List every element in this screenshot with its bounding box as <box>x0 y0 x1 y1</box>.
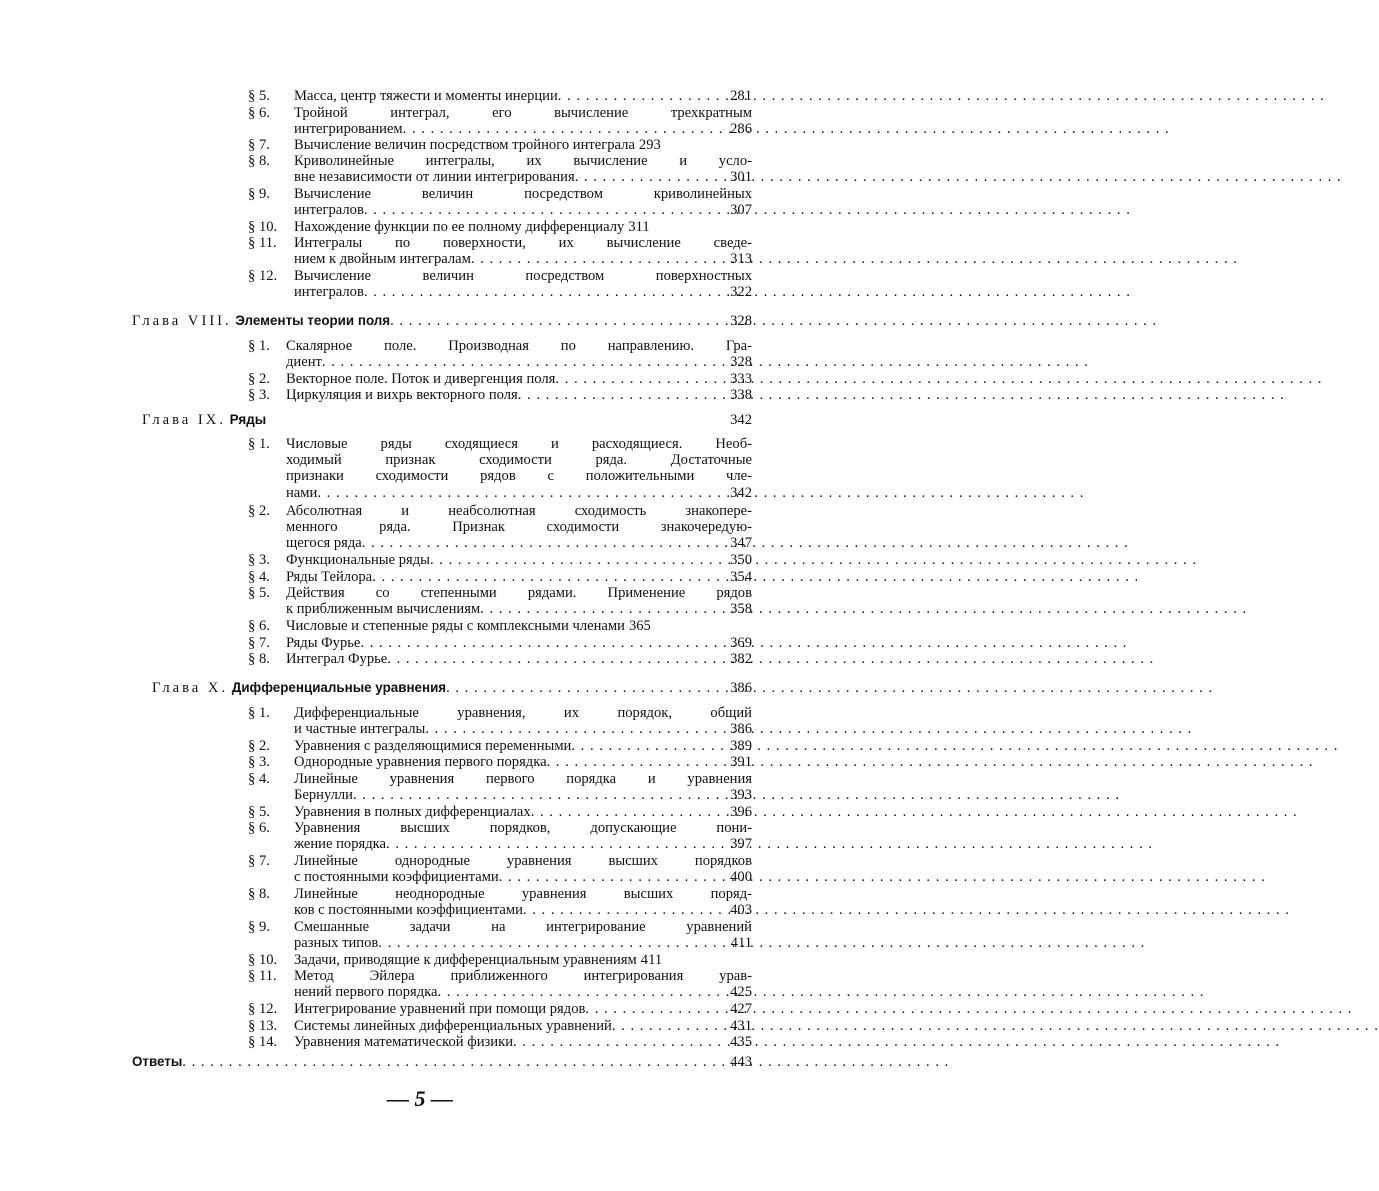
section-title: вне независимости от линии интегрирования <box>294 169 575 186</box>
section-title: с постоянными коэффициентами <box>294 869 499 886</box>
toc-entry <box>248 552 752 568</box>
section-title: Ряды Тейлора <box>286 569 373 585</box>
section-title: нием к двойным интегралам <box>294 251 471 268</box>
toc-entry <box>248 88 752 104</box>
section-title: интегралов <box>294 284 364 301</box>
leader-dots <box>513 1034 726 1050</box>
leader-dots <box>372 569 726 585</box>
toc-entry <box>248 635 752 651</box>
section-title: Криволинейные интегралы, их вычисление и усло- <box>294 153 752 169</box>
section-title: менного ряда. Признак сходимости знакочередую- <box>286 519 752 536</box>
section-title: Числовые ряды сходящиеся и расходящиеся. Необ- <box>286 436 752 452</box>
section-title: Вычисление величин посредством поверхностных <box>294 268 752 284</box>
toc-entry <box>248 503 752 552</box>
toc-entry <box>248 268 752 300</box>
page-ref: 411 <box>730 935 752 952</box>
section-title: интегралов <box>294 202 364 219</box>
page-ref: 301 <box>730 169 752 186</box>
chapter-lead: Глава VIII. <box>132 313 232 329</box>
section-title: Нахождение функции по ее полному дифференциалу <box>294 219 625 235</box>
section-number: § 10. <box>248 219 278 235</box>
section-number: § 8. <box>248 886 270 902</box>
section-title: Действия со степенными рядами. Применение рядов <box>286 585 752 601</box>
page-ref: 403 <box>730 902 752 919</box>
section-number: § 12. <box>248 1001 278 1017</box>
page-ref: 431 <box>730 1018 752 1034</box>
chapter-heading <box>152 679 752 697</box>
page-ref: 365 <box>628 618 651 634</box>
section-title: Вычисление величин посредством криволинейных <box>294 186 752 202</box>
toc-entry <box>248 235 752 267</box>
toc-entry <box>248 153 752 185</box>
section-title: диент <box>286 354 322 371</box>
page-ref: 350 <box>730 552 752 568</box>
toc-entry <box>248 1034 752 1050</box>
section-title: Интегралы по поверхности, их вычисление сведе- <box>294 235 752 251</box>
section-title: признаки сходимости рядов с положительными чле- <box>286 468 752 485</box>
leader-dots <box>360 635 726 651</box>
toc-entry <box>248 105 752 137</box>
section-number: § 4. <box>248 569 270 585</box>
section-number: § 8. <box>248 651 270 667</box>
leader-dots <box>438 984 727 1000</box>
page-ref: 347 <box>730 535 752 552</box>
page-ref: 400 <box>730 869 752 886</box>
page-ref: 389 <box>730 738 752 754</box>
section-number: § 6. <box>248 105 270 121</box>
toc-entry <box>248 585 752 617</box>
toc-entry <box>248 1001 752 1017</box>
leader-dots <box>555 371 726 387</box>
section-title: Интеграл Фурье <box>286 651 388 667</box>
section-title: Уравнения высших порядков, допускающие пони- <box>294 820 752 836</box>
leader-dots <box>571 738 726 754</box>
chapter-lead: Глава X. <box>152 680 229 696</box>
page-ref: 342 <box>730 484 752 501</box>
section-title: Задачи, приводящие к дифференциальным уравнениям <box>294 952 637 968</box>
section-title: нами <box>286 484 318 501</box>
toc-entry <box>248 618 752 634</box>
section-title: Абсолютная и неабсолютная сходимость знакопере- <box>286 503 752 519</box>
section-title: Линейные уравнения первого порядка и уравнения <box>294 771 752 787</box>
leader-dots <box>523 902 726 918</box>
section-number: § 3. <box>248 552 270 568</box>
page-ref: 358 <box>730 601 752 618</box>
page-ref: 386 <box>730 680 752 696</box>
section-title: щегося ряда <box>286 535 362 552</box>
section-title: Смешанные задачи на интегрирование уравнений <box>294 919 752 935</box>
leader-dots <box>378 935 726 951</box>
section-title: жение порядка <box>294 836 387 853</box>
section-number: § 5. <box>248 88 270 104</box>
section-number: § 10. <box>248 952 278 968</box>
leader-dots <box>480 601 726 617</box>
section-number: § 6. <box>248 820 270 836</box>
leader-dots <box>575 169 726 185</box>
page-ref: 311 <box>628 219 650 235</box>
section-title: Тройной интеграл, его вычисление трехкратным <box>294 105 752 121</box>
section-title: разных типов <box>294 935 379 952</box>
section-number: § 13. <box>248 1018 278 1034</box>
page-ref: 427 <box>730 1001 752 1017</box>
page-number: — 5 — <box>387 1086 453 1111</box>
section-number: § 2. <box>248 503 270 519</box>
toc-entry <box>248 1018 752 1034</box>
section-title: Уравнения с разделяющимися переменными <box>294 738 572 754</box>
toc-entry <box>248 651 752 667</box>
chapter-title: Ряды <box>229 412 267 427</box>
leader-dots <box>531 804 726 820</box>
page-ref: 369 <box>730 635 752 651</box>
leader-dots <box>430 552 726 568</box>
toc-entry <box>248 371 752 387</box>
page-ref: 328 <box>730 313 752 329</box>
section-title: нений первого порядка <box>294 984 438 1001</box>
page-ref: 307 <box>730 202 752 219</box>
page-ref: 386 <box>730 721 752 738</box>
toc-entry <box>248 436 752 501</box>
section-number: § 5. <box>248 804 270 820</box>
section-title: Уравнения в полных дифференциалах <box>294 804 531 820</box>
section-number: § 9. <box>248 919 270 935</box>
section-number: § 2. <box>248 738 270 754</box>
section-title: Линейные однородные уравнения высших порядков <box>294 853 752 869</box>
section-title: к приближенным вычислениям <box>286 601 481 618</box>
section-title: Линейные неоднородные уравнения высших поряд- <box>294 886 752 902</box>
section-title: Системы линейных дифференциальных уравнений <box>294 1018 612 1034</box>
section-number: § 7. <box>248 635 270 651</box>
section-number: § 11. <box>248 235 277 251</box>
leader-dots <box>425 721 726 737</box>
leader-dots <box>387 651 726 667</box>
leader-dots <box>585 1001 726 1017</box>
leader-dots <box>547 754 727 770</box>
page-ref: 397 <box>730 836 752 853</box>
chapter-heading <box>142 411 752 429</box>
toc-entry <box>248 968 752 1000</box>
section-number: § 14. <box>248 1034 278 1050</box>
leader-dots <box>364 284 726 300</box>
section-title: Дифференциальные уравнения, их порядок, общий <box>294 705 752 721</box>
leader-dots <box>182 1054 726 1071</box>
page-ref: 391 <box>730 754 752 770</box>
section-number: § 6. <box>248 618 270 634</box>
section-number: § 11. <box>248 968 277 984</box>
section-number: § 1. <box>248 436 270 452</box>
page-ref: 443 <box>730 1054 752 1070</box>
toc-entry <box>248 771 752 803</box>
page-ref: 411 <box>640 952 663 968</box>
leader-dots <box>390 313 726 330</box>
section-number: § 3. <box>248 754 270 770</box>
toc-entry <box>248 919 752 951</box>
chapter-lead: Глава IX. <box>142 412 226 428</box>
section-title: Функциональные ряды <box>286 552 430 568</box>
section-title: Ряды Фурье <box>286 635 361 651</box>
page-ref: 286 <box>730 121 752 138</box>
section-title: ходимый признак сходимости ряда. Достаточные <box>286 452 752 469</box>
section-number: § 1. <box>248 338 270 354</box>
toc-entry <box>248 820 752 852</box>
leader-dots <box>322 354 726 370</box>
section-number: § 1. <box>248 705 270 721</box>
section-title: Циркуляция и вихрь векторного поля <box>286 387 518 403</box>
page-ref: 354 <box>730 569 752 585</box>
section-title: Масса, центр тяжести и моменты инерции <box>294 88 558 104</box>
chapter-heading <box>132 312 752 330</box>
leader-dots <box>317 485 726 501</box>
section-title: Уравнения математической физики <box>294 1034 513 1050</box>
section-title: Скалярное поле. Производная по направлению. Гра- <box>286 338 752 354</box>
section-title: Метод Эйлера приближенного интегрирования урав- <box>294 968 752 984</box>
section-title: ков с постоянными коэффициентами <box>294 902 523 919</box>
leader-dots <box>403 121 726 137</box>
toc-entry <box>248 705 752 737</box>
toc-entry <box>248 754 752 770</box>
answers-entry <box>132 1053 752 1071</box>
section-title: Вычисление величин посредством тройного интеграла <box>294 137 635 153</box>
section-title: и частные интегралы <box>294 721 426 738</box>
section-title: Векторное поле. Поток и дивергенция поля <box>286 371 556 387</box>
section-title: Однородные уравнения первого порядка <box>294 754 547 770</box>
leader-dots <box>518 387 726 403</box>
section-number: § 12. <box>248 268 278 284</box>
section-number: § 9. <box>248 186 270 202</box>
leader-dots <box>386 836 726 852</box>
page-ref: 313 <box>730 251 752 268</box>
leader-dots <box>362 535 726 551</box>
section-number: § 5. <box>248 585 270 601</box>
section-number: § 3. <box>248 387 270 403</box>
toc-entry <box>248 952 752 968</box>
leader-dots <box>353 787 726 803</box>
page-ref: 342 <box>730 412 752 428</box>
section-title: Интегрирование уравнений при помощи рядов <box>294 1001 586 1017</box>
page-ref: 322 <box>730 284 752 301</box>
page-ref: 328 <box>730 354 752 371</box>
toc-entry <box>248 569 752 585</box>
toc-entry <box>248 738 752 754</box>
page-ref: 338 <box>730 387 752 403</box>
toc-entry <box>248 219 752 235</box>
toc-entry <box>248 186 752 218</box>
toc-entry <box>248 853 752 885</box>
leader-dots <box>364 202 726 218</box>
leader-dots <box>612 1018 726 1034</box>
toc-entry <box>248 137 752 153</box>
chapter-title: Элементы теории поля <box>235 313 391 328</box>
section-title: Бернулли <box>294 787 353 804</box>
section-number: § 7. <box>248 137 270 153</box>
page-ref: 435 <box>730 1034 752 1050</box>
answers-title: Ответы <box>132 1054 183 1069</box>
page-ref: 281 <box>730 88 752 104</box>
section-number: § 4. <box>248 771 270 787</box>
section-number: § 7. <box>248 853 270 869</box>
toc-entry <box>248 387 752 403</box>
toc-entry <box>248 338 752 370</box>
section-number: § 2. <box>248 371 270 387</box>
toc-entry <box>248 804 752 820</box>
page-ref: 333 <box>730 371 752 387</box>
page-ref: 393 <box>730 787 752 804</box>
toc-entry <box>248 886 752 918</box>
leader-dots <box>446 680 726 697</box>
section-title: интегрированием <box>294 121 403 138</box>
page-ref: 425 <box>730 984 752 1001</box>
page-ref: 293 <box>638 137 661 153</box>
page-ref: 382 <box>730 651 752 667</box>
leader-dots <box>499 869 726 885</box>
leader-dots <box>471 251 726 267</box>
leader-dots <box>558 88 726 104</box>
section-number: § 8. <box>248 153 270 169</box>
chapter-title: Дифференциальные уравнения <box>231 680 447 695</box>
page-ref: 396 <box>730 804 752 820</box>
section-title: Числовые и степенные ряды с комплексными членами <box>286 618 625 634</box>
